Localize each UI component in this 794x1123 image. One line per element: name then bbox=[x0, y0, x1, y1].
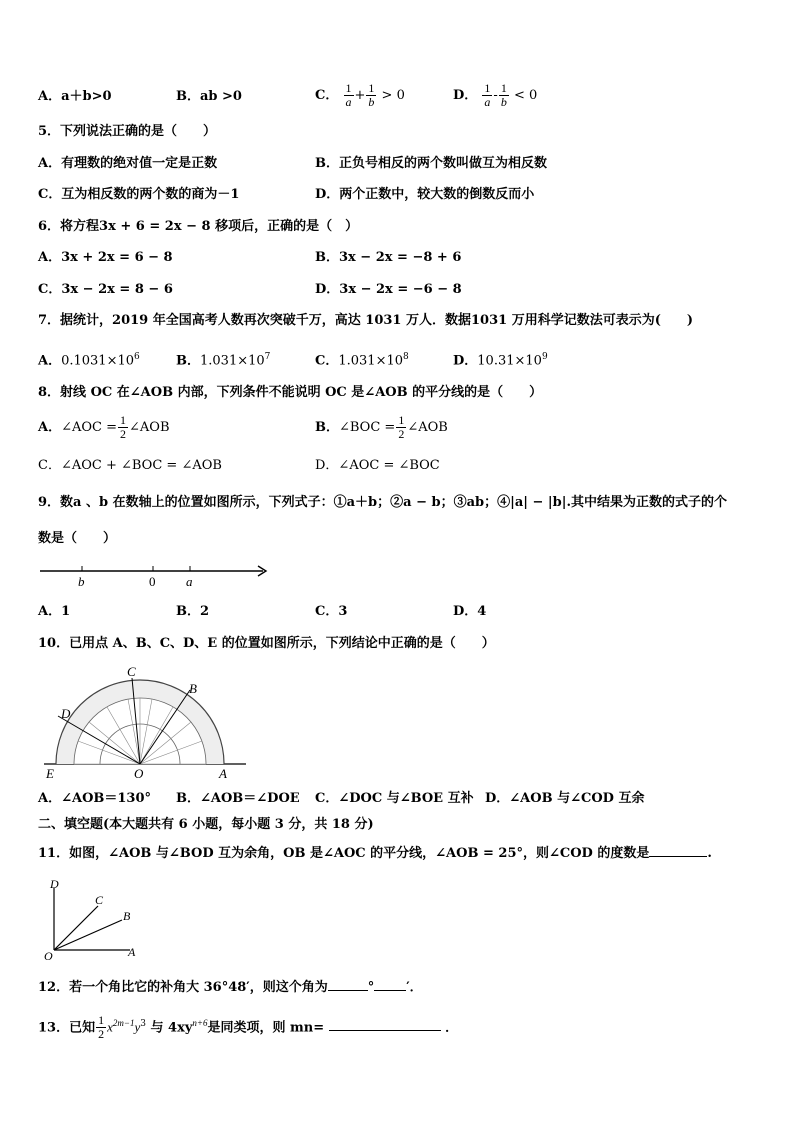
q10-option-d: D．∠AOB 与∠COD 互余 bbox=[485, 791, 645, 806]
q8-option-d: D．∠AOC = ∠BOC bbox=[315, 458, 440, 473]
point-b: B bbox=[189, 681, 197, 696]
option-label: D． bbox=[453, 88, 478, 103]
label-b: b bbox=[78, 574, 85, 589]
fraction bbox=[366, 82, 376, 109]
label-d: D bbox=[50, 877, 59, 891]
fraction bbox=[396, 414, 406, 441]
q10-option-b: B．∠AOB＝∠DOE bbox=[176, 791, 300, 806]
q6-option-d: D．3x − 2x = −6 − 8 bbox=[315, 282, 462, 297]
q11-end: . bbox=[707, 846, 712, 861]
option-exponent: 7 bbox=[264, 352, 271, 362]
point-e: E bbox=[46, 766, 54, 781]
operator: + bbox=[354, 88, 366, 103]
point-d: D bbox=[61, 706, 71, 721]
q5-option-a: A．有理数的绝对值一定是正数 bbox=[38, 156, 218, 171]
q12-text: 12．若一个角比它的补角大 36°48′，则这个角为 bbox=[38, 980, 328, 995]
option-pre: ∠AOC = bbox=[61, 420, 118, 435]
option-label: A． bbox=[38, 420, 62, 435]
option-exponent: 8 bbox=[403, 352, 409, 362]
q13-end: ． bbox=[445, 1020, 459, 1036]
denominator: b bbox=[500, 95, 507, 109]
q4-option-a bbox=[38, 89, 112, 105]
numerator: 1 bbox=[98, 1013, 105, 1028]
q6-option-a: A．3x + 2x = 6 − 8 bbox=[38, 250, 173, 265]
option-label: C． bbox=[315, 88, 339, 103]
option-exponent: 6 bbox=[134, 352, 140, 362]
exp-x: 2m−1 bbox=[112, 1018, 135, 1028]
label-a: A bbox=[128, 945, 136, 959]
option-pre: ∠BOC = bbox=[339, 420, 396, 435]
option-exponent: 9 bbox=[541, 352, 548, 362]
option-label: B． bbox=[176, 353, 200, 369]
denominator: a bbox=[345, 95, 352, 109]
fraction bbox=[344, 82, 354, 109]
relation: > 0 bbox=[381, 88, 405, 103]
point-a: A bbox=[219, 766, 227, 781]
q13-post: 是同类项，则 mn= bbox=[207, 1020, 325, 1036]
denominator: a bbox=[484, 95, 491, 109]
label-zero: 0 bbox=[149, 574, 156, 589]
protractor-figure bbox=[40, 664, 250, 782]
fraction bbox=[96, 1014, 106, 1041]
q10-stem: 10．已用点 A、B、C、D、E 的位置如图所示，下列结论中正确的是（ ） bbox=[38, 636, 495, 651]
numerator: 1 bbox=[500, 81, 507, 95]
denominator: 2 bbox=[398, 427, 405, 441]
q6-option-c: C．3x − 2x = 8 − 6 bbox=[38, 282, 173, 297]
point-c: C bbox=[127, 664, 136, 679]
angle-figure bbox=[42, 876, 152, 962]
q12-stem bbox=[38, 978, 423, 996]
fraction bbox=[118, 414, 128, 441]
option-base: 1.031×10 bbox=[338, 353, 404, 369]
q7-option-d bbox=[453, 349, 548, 369]
var-y: y bbox=[134, 1019, 141, 1035]
q8-stem: 8．射线 OC 在∠AOB 内部，下列条件不能说明 OC 是∠AOB 的平分线的是（ ） bbox=[38, 385, 543, 400]
q5-stem: 5．下列说法正确的是（ ） bbox=[38, 124, 217, 139]
numerator: 1 bbox=[368, 81, 375, 95]
ray-ob bbox=[54, 920, 122, 950]
numerator: 1 bbox=[120, 413, 127, 427]
option-base: 1.031×10 bbox=[200, 353, 265, 369]
option-post: ∠AOB bbox=[129, 420, 170, 435]
q13-stem bbox=[38, 1006, 458, 1045]
q8-option-a bbox=[38, 412, 170, 444]
q4-option-b bbox=[176, 89, 242, 105]
q13-pre: 13．已知 bbox=[38, 1020, 96, 1036]
q10-option-c: C．∠DOC 与∠BOE 互补 bbox=[315, 791, 474, 806]
option-label: A． bbox=[38, 353, 62, 369]
degree-blank[interactable] bbox=[328, 978, 368, 991]
q8-option-c: C．∠AOC + ∠BOC = ∠AOB bbox=[38, 458, 222, 473]
option-label: A． bbox=[38, 89, 62, 104]
q5-option-d: D．两个正数中，较大数的倒数反而小 bbox=[315, 187, 535, 202]
numerator: 1 bbox=[398, 413, 405, 427]
q4-option-c bbox=[315, 80, 405, 112]
q11-text: 11．如图，∠AOB 与∠BOD 互为余角，OB 是∠AOC 的平分线，∠AOB = 25°，则∠COD 的度数是 bbox=[38, 846, 650, 861]
q7-stem: 7．据统计，2019 年全国高考人数再次突破千万，高达 1031 万人．数据1031 万用科学记数法可表示为( ) bbox=[38, 313, 693, 328]
option-label: C． bbox=[315, 353, 339, 369]
q7-option-a bbox=[38, 349, 140, 369]
minute-blank[interactable] bbox=[374, 978, 406, 991]
fraction bbox=[499, 82, 509, 109]
label-b: B bbox=[123, 909, 131, 923]
ray-oc bbox=[54, 906, 98, 950]
numerator: 1 bbox=[484, 81, 491, 95]
operator: - bbox=[493, 88, 498, 103]
q6-option-b: B．3x − 2x = −8 + 6 bbox=[315, 250, 462, 265]
q9-option-c: C．3 bbox=[315, 604, 348, 619]
option-post: ∠AOB bbox=[407, 420, 448, 435]
option-label: B． bbox=[315, 420, 339, 435]
exp-y2: n+6 bbox=[192, 1018, 208, 1028]
option-text: ab >0 bbox=[200, 89, 242, 104]
denominator: b bbox=[368, 95, 375, 109]
denominator: 2 bbox=[98, 1027, 105, 1042]
q7-option-c bbox=[315, 349, 409, 369]
q8-option-b bbox=[315, 412, 448, 444]
numerator: 1 bbox=[345, 81, 352, 95]
q5-option-c: C．互为相反数的两个数的商为－1 bbox=[38, 187, 240, 202]
q7-option-b bbox=[176, 349, 270, 369]
q5-option-b: B．正负号相反的两个数叫做互为相反数 bbox=[315, 156, 547, 171]
answer-blank[interactable] bbox=[329, 1018, 441, 1031]
relation: < 0 bbox=[513, 88, 538, 103]
degree-symbol: ° bbox=[367, 980, 375, 995]
label-o: O bbox=[44, 949, 53, 962]
q4-option-d bbox=[453, 80, 537, 112]
q9-stem-cont: 数是（ ） bbox=[38, 531, 117, 546]
q9-stem: 9．数a 、b 在数轴上的位置如图所示，下列式子：①a＋b；②a − b；③ab；④|a| − |b|.其中结果为正数的式子的个 bbox=[38, 495, 727, 510]
label-c: C bbox=[95, 893, 104, 907]
option-text: a＋b>0 bbox=[61, 89, 112, 104]
point-o: O bbox=[134, 766, 144, 781]
q9-option-b: B．2 bbox=[176, 604, 210, 619]
option-base: 10.31×10 bbox=[477, 353, 542, 369]
var-x: x bbox=[107, 1019, 113, 1035]
q11-stem bbox=[38, 844, 712, 862]
option-label: B． bbox=[176, 89, 200, 104]
q9-option-a: A．1 bbox=[38, 604, 71, 619]
fraction bbox=[482, 82, 492, 109]
minute-symbol: ′． bbox=[406, 980, 423, 995]
number-line-figure bbox=[38, 558, 270, 590]
q13-mid: 与 4xy bbox=[150, 1020, 193, 1036]
exp-y: 3 bbox=[140, 1019, 146, 1029]
option-label: D． bbox=[453, 353, 478, 369]
q9-option-d: D．4 bbox=[453, 604, 487, 619]
label-a: a bbox=[186, 574, 193, 589]
q10-option-a: A．∠AOB＝130° bbox=[38, 791, 152, 806]
answer-blank[interactable] bbox=[649, 844, 707, 857]
denominator: 2 bbox=[120, 427, 127, 441]
q6-stem: 6．将方程3x + 6 = 2x − 8 移项后，正确的是（ ） bbox=[38, 219, 359, 234]
section-heading: 二、填空题(本大题共有 6 小题，每小题 3 分，共 18 分) bbox=[38, 817, 374, 832]
option-base: 0.1031×10 bbox=[61, 353, 135, 369]
